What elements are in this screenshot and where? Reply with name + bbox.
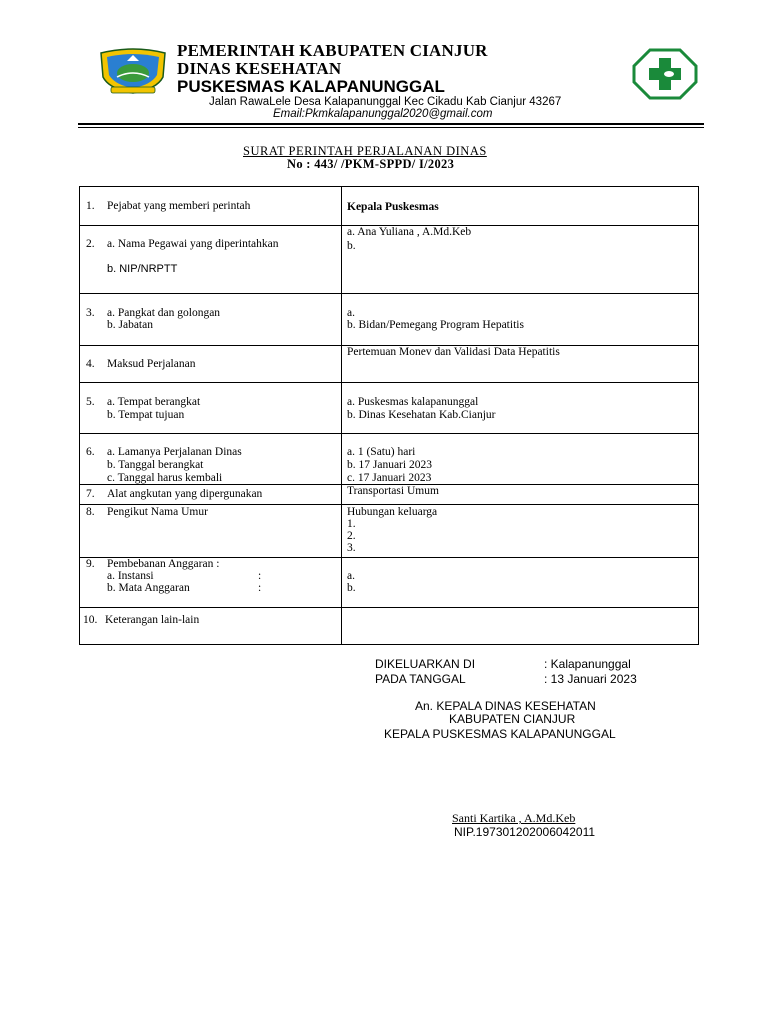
row-number: 3. xyxy=(86,307,95,319)
row-number: 10. xyxy=(83,614,98,626)
row-label: Pengikut Nama Umur xyxy=(107,506,208,518)
row-value: c. 17 Januari 2023 xyxy=(347,472,432,484)
row-number: 9. xyxy=(86,558,95,570)
puskesmas-cross-icon xyxy=(632,48,698,100)
header-government: PEMERINTAH KABUPATEN CIANJUR xyxy=(177,41,488,60)
row-number: 1. xyxy=(86,200,95,212)
row-value: b. Dinas Kesehatan Kab.Cianjur xyxy=(347,409,496,421)
issued-date-label: PADA TANGGAL xyxy=(375,672,466,686)
row-label: b. NIP/NRPTT xyxy=(107,263,178,275)
list-item: 2. xyxy=(347,530,356,542)
list-item: 1. xyxy=(347,518,356,530)
signatory-nip: NIP.197301202006042011 xyxy=(454,825,596,839)
issued-place-label: DIKELUARKAN DI xyxy=(375,657,476,671)
row-label: b. Tanggal berangkat xyxy=(107,459,204,471)
row-value: Transportasi Umum xyxy=(347,485,439,497)
signatory-line2: KABUPATEN CIANJUR xyxy=(449,712,576,726)
row-value: b. 17 Januari 2023 xyxy=(347,459,432,471)
row-value: b. xyxy=(347,582,356,594)
row-number: 6. xyxy=(86,446,95,458)
header-department: DINAS KESEHATAN xyxy=(177,59,342,78)
document-title: SURAT PERINTAH PERJALANAN DINAS xyxy=(243,144,487,158)
issued-place-value: : Kalapanunggal xyxy=(544,657,631,671)
cianjur-regency-seal-icon xyxy=(97,47,169,95)
row-number: 7. xyxy=(86,488,95,500)
row-number: 2. xyxy=(86,238,95,250)
signatory-line1: An. KEPALA DINAS KESEHATAN xyxy=(415,699,596,713)
signatory-line3: KEPALA PUSKESMAS KALAPANUNGGAL xyxy=(384,727,616,741)
row-value: Pertemuan Monev dan Validasi Data Hepatitis xyxy=(347,346,560,358)
row-divider xyxy=(80,433,698,434)
row-label: b. Tempat tujuan xyxy=(107,409,185,421)
row-label: a. Lamanya Perjalanan Dinas xyxy=(107,446,242,458)
signatory-name: Santi Kartika , A.Md.Keb xyxy=(452,811,576,825)
row-label: Alat angkutan yang dipergunakan xyxy=(107,488,263,500)
row-label: Pembebanan Anggaran : xyxy=(107,558,220,570)
header-rule-thin xyxy=(78,127,704,128)
row-value: a. xyxy=(347,307,355,319)
row-label: Keterangan lain-lain xyxy=(105,614,200,626)
row-label: c. Tanggal harus kembali xyxy=(107,472,223,484)
header-address: Jalan RawaLele Desa Kalapanunggal Kec Cikadu Kab Cianjur 43267 xyxy=(209,96,562,108)
row-label: a. Tempat berangkat xyxy=(107,396,201,408)
header-rule-thick xyxy=(78,123,704,125)
row-label: b. Jabatan xyxy=(107,319,153,331)
row-label: a. Instansi xyxy=(107,570,154,582)
row-label: Maksud Perjalanan xyxy=(107,358,196,370)
row-divider xyxy=(80,504,698,505)
header-puskesmas: PUSKESMAS KALAPANUNGGAL xyxy=(177,77,445,96)
row-value: b. xyxy=(347,240,356,252)
colon: : xyxy=(258,570,262,582)
row-value: a. xyxy=(347,570,355,582)
row-value: a. 1 (Satu) hari xyxy=(347,446,416,458)
row-divider xyxy=(80,382,698,383)
row-value: Hubungan keluarga xyxy=(347,506,438,518)
row-number: 4. xyxy=(86,358,95,370)
list-item: 3. xyxy=(347,542,356,554)
row-label: Pejabat yang memberi perintah xyxy=(107,200,251,212)
row-divider xyxy=(80,293,698,294)
row-value: Kepala Puskesmas xyxy=(347,201,439,213)
row-label: a. Nama Pegawai yang diperintahkan xyxy=(107,238,279,250)
issued-date-value: : 13 Januari 2023 xyxy=(544,672,637,686)
row-number: 5. xyxy=(86,396,95,408)
column-divider xyxy=(341,187,342,644)
row-label: a. Pangkat dan golongan xyxy=(107,307,221,319)
form-table xyxy=(79,186,699,645)
row-value: a. Ana Yuliana , A.Md.Keb xyxy=(347,226,472,238)
header-email: Email:Pkmkalapanunggal2020@gmail.com xyxy=(273,108,493,120)
row-divider xyxy=(80,607,698,608)
row-value: a. Puskesmas kalapanunggal xyxy=(347,396,479,408)
document-number: No : 443/ /PKM-SPPD/ I/2023 xyxy=(287,157,455,171)
row-number: 8. xyxy=(86,506,95,518)
row-label: b. Mata Anggaran xyxy=(107,582,190,594)
colon: : xyxy=(258,582,262,594)
row-value: b. Bidan/Pemegang Program Hepatitis xyxy=(347,319,524,331)
